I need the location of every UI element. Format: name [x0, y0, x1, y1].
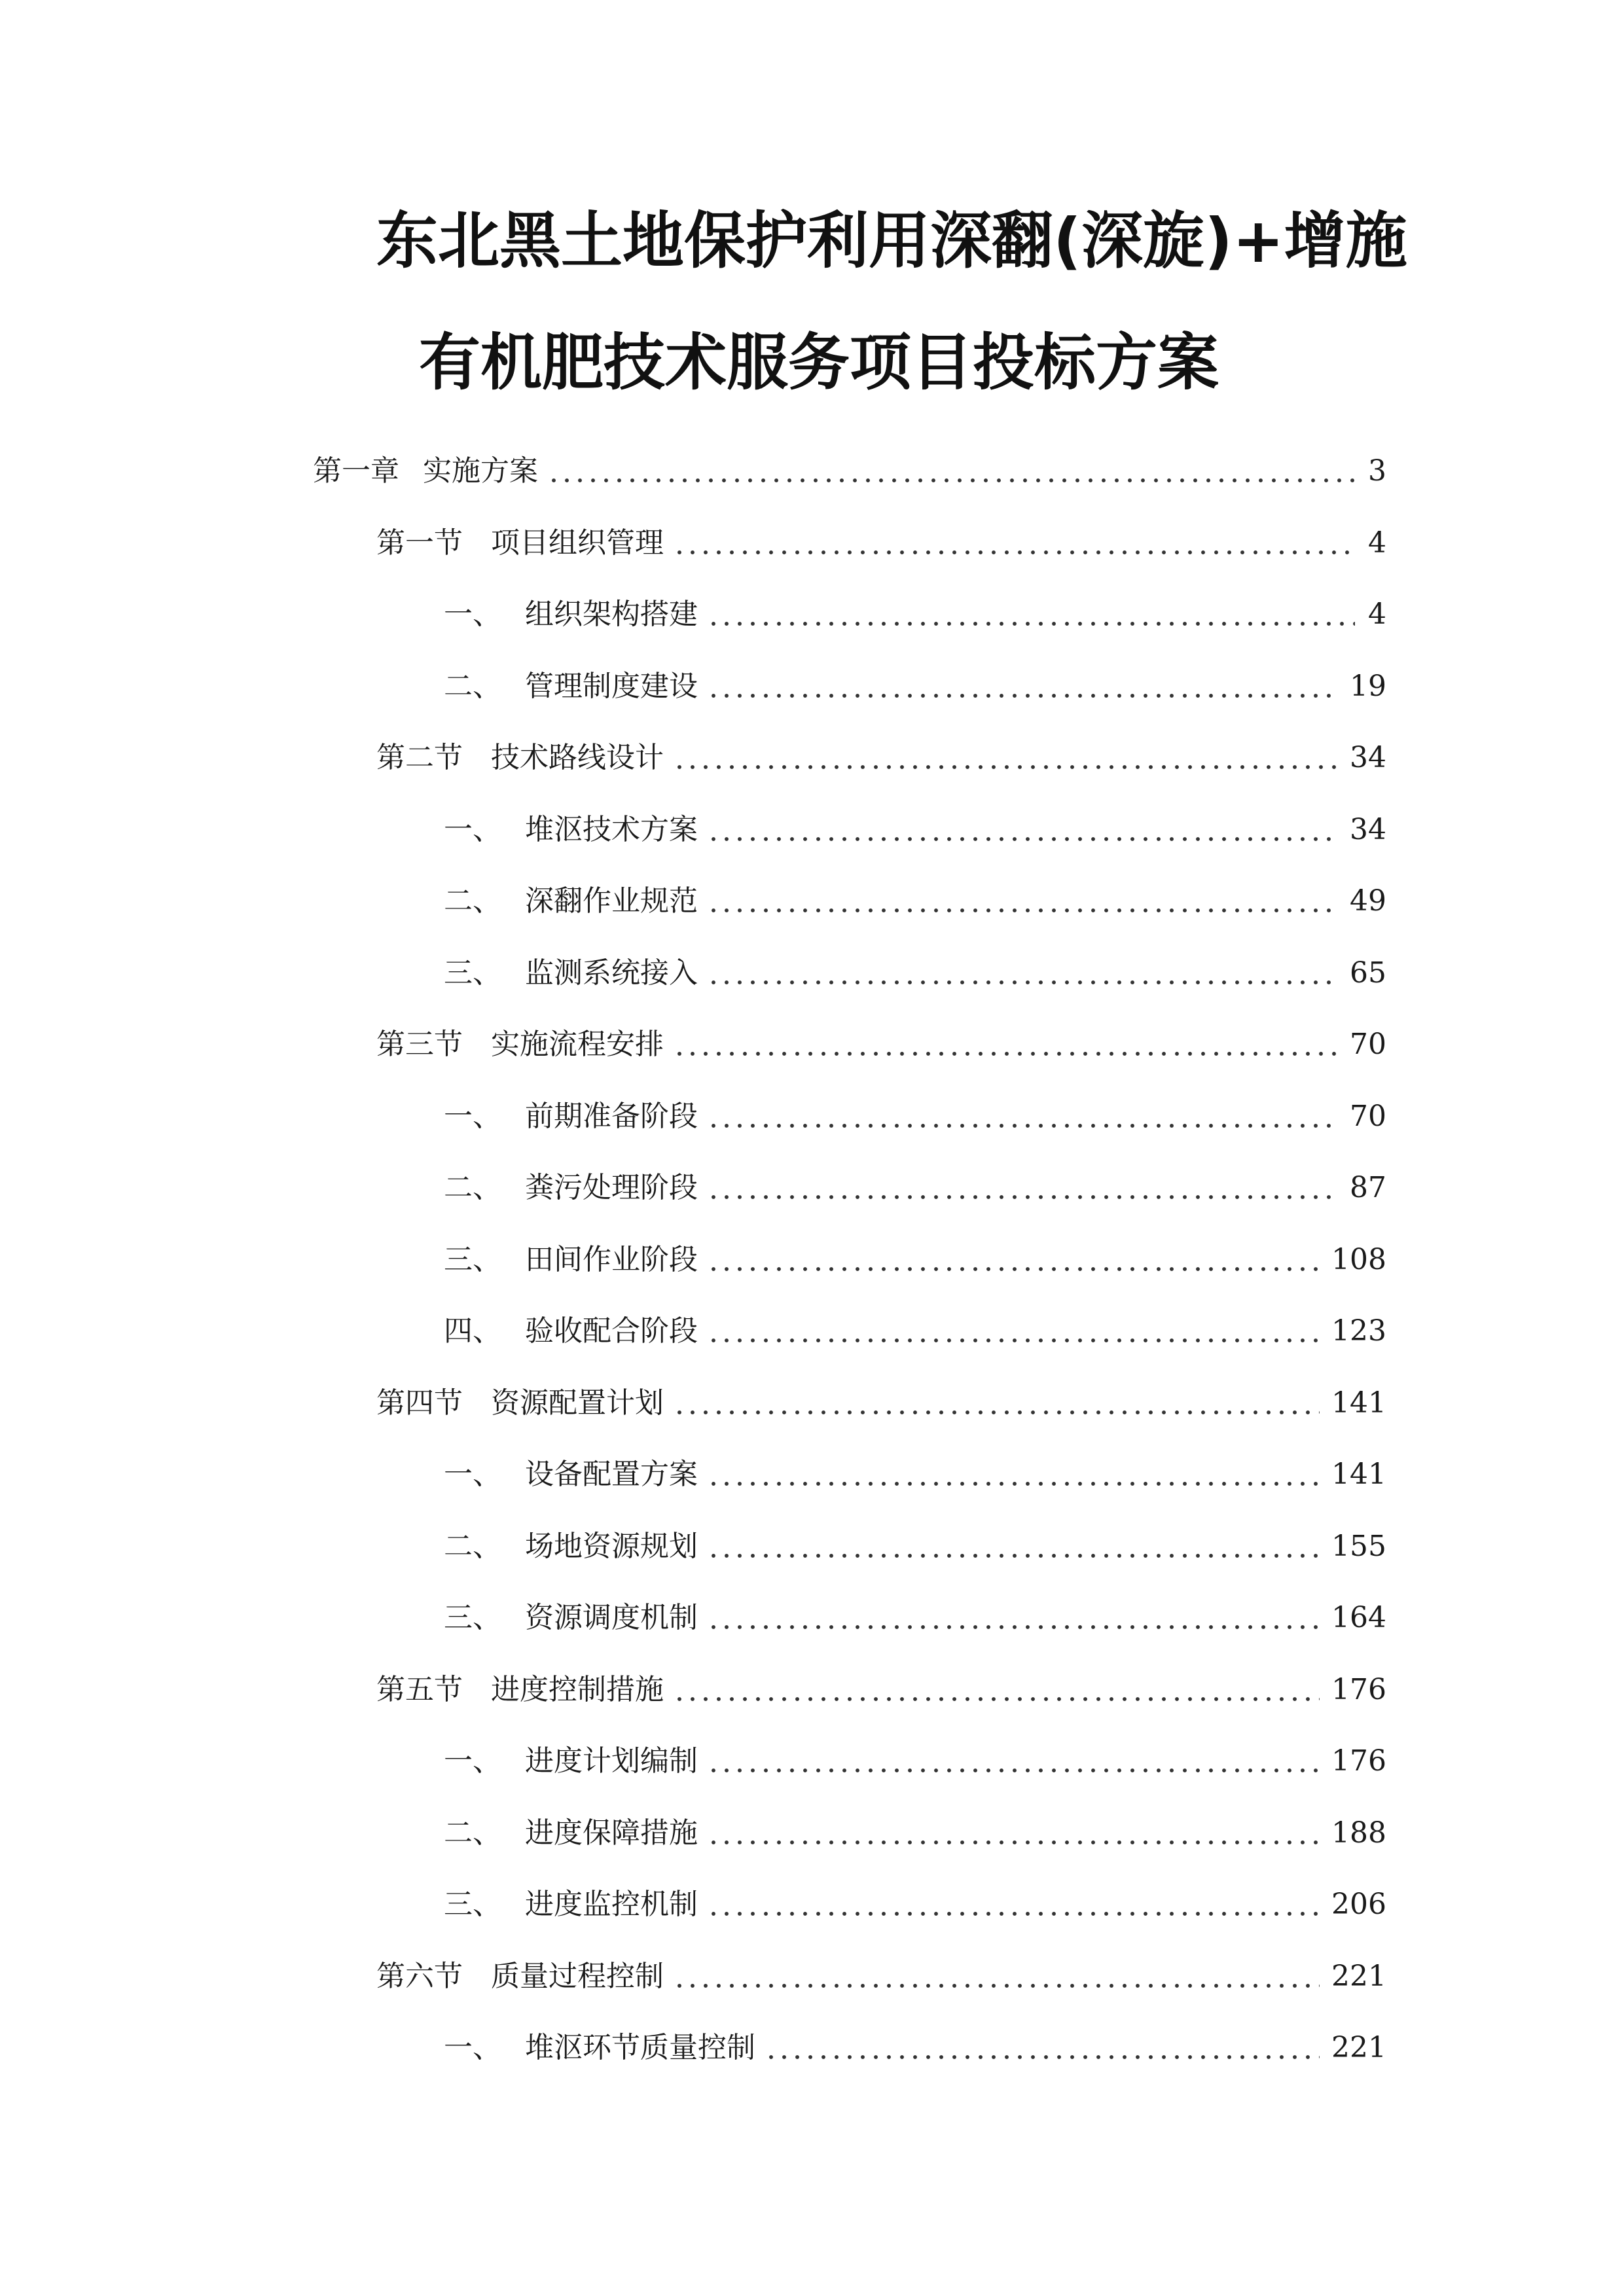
- toc-dot-leader: [707, 1123, 1338, 1128]
- toc-entry-number: 三、: [444, 1888, 501, 1921]
- toc-entry-number: 第二节: [376, 741, 463, 774]
- toc-entry[interactable]: [444, 667, 1386, 706]
- toc-page-number: 141: [1331, 1386, 1386, 1420]
- toc-page-number: 3: [1368, 454, 1386, 488]
- toc-page-number: 164: [1331, 1601, 1386, 1634]
- toc-page-number: 19: [1350, 670, 1386, 703]
- toc-dot-leader: [673, 1410, 1320, 1415]
- toc-entry-number: 一、: [444, 598, 501, 631]
- toc-entry-number: 二、: [444, 1530, 501, 1563]
- toc-entry-label: 技术路线设计: [491, 741, 664, 774]
- toc-entry-label: 前期准备阶段: [525, 1100, 698, 1133]
- toc-entry-label: 验收配合阶段: [525, 1314, 698, 1348]
- toc-dot-leader: [765, 2054, 1320, 2060]
- toc-entry-label: 进度计划编制: [525, 1744, 698, 1778]
- toc-page-number: 70: [1350, 1028, 1386, 1061]
- toc-dot-leader: [707, 621, 1355, 626]
- toc-page-number: 34: [1350, 741, 1386, 774]
- toc-dot-leader: [707, 693, 1338, 698]
- toc-entry-label: 资源调度机制: [525, 1601, 698, 1634]
- toc-entry-number: 一、: [444, 1100, 501, 1133]
- toc-entry-number: 三、: [444, 1601, 501, 1634]
- toc-entry-label: 设备配置方案: [525, 1458, 698, 1491]
- toc-dot-leader: [707, 1911, 1320, 1916]
- toc-entry-number: 一、: [444, 1458, 501, 1491]
- toc-entry-label: 进度保障措施: [525, 1816, 698, 1850]
- toc-entry[interactable]: [444, 2028, 1386, 2068]
- toc-entry[interactable]: [444, 1168, 1386, 1208]
- toc-entry-label: 监测系统接入: [525, 956, 698, 990]
- toc-dot-leader: [673, 1983, 1320, 1988]
- toc-entry-number: 三、: [444, 956, 501, 990]
- toc-entry-number: 一、: [444, 2031, 501, 2064]
- toc-entry[interactable]: [376, 1025, 1386, 1064]
- toc-dot-leader: [707, 908, 1338, 913]
- toc-entry-label: 实施方案: [423, 454, 538, 488]
- toc-page-number: 176: [1331, 1673, 1386, 1706]
- toc-page-number: 34: [1350, 813, 1386, 846]
- toc-page-number: 176: [1331, 1744, 1386, 1778]
- toc-entry-label: 组织架构搭建: [525, 598, 698, 631]
- toc-page-number: 188: [1331, 1816, 1386, 1850]
- toc-entry[interactable]: [376, 1670, 1386, 1710]
- toc-page-number: 221: [1331, 2031, 1386, 2064]
- toc-dot-leader: [707, 980, 1338, 985]
- toc-page-number: 4: [1368, 526, 1386, 560]
- toc-dot-leader: [707, 1553, 1320, 1558]
- toc-page-number: 87: [1350, 1171, 1386, 1204]
- toc-entry-number: 第一节: [376, 526, 463, 560]
- toc-dot-leader: [707, 1840, 1320, 1845]
- toc-page-number: 206: [1331, 1888, 1386, 1921]
- toc-page-number: 221: [1331, 1960, 1386, 1993]
- toc-entry-number: 二、: [444, 1816, 501, 1850]
- toc-entry-number: 第一章: [313, 454, 399, 488]
- toc-dot-leader: [707, 1768, 1320, 1773]
- toc-dot-leader: [673, 1696, 1320, 1702]
- toc-entry-number: 二、: [444, 884, 501, 918]
- toc-entry-number: 第六节: [376, 1960, 463, 1993]
- toc-entry-number: 第四节: [376, 1386, 463, 1420]
- toc-dot-leader: [707, 836, 1338, 842]
- toc-entry[interactable]: [444, 595, 1386, 634]
- toc-entry-number: 第三节: [376, 1028, 463, 1061]
- toc-entry-number: 二、: [444, 670, 501, 703]
- toc-dot-leader: [707, 1338, 1320, 1343]
- toc-entry[interactable]: [444, 1240, 1386, 1280]
- toc-entry[interactable]: [376, 1957, 1386, 1996]
- toc-entry[interactable]: [444, 1598, 1386, 1638]
- toc-entry[interactable]: [444, 1742, 1386, 1781]
- toc-entry-number: 四、: [444, 1314, 501, 1348]
- toc-entry[interactable]: [313, 452, 1386, 491]
- toc-entry-number: 一、: [444, 813, 501, 846]
- toc-entry[interactable]: [444, 1455, 1386, 1494]
- toc-entry-number: 三、: [444, 1243, 501, 1276]
- toc-entry-label: 资源配置计划: [491, 1386, 664, 1420]
- toc-dot-leader: [673, 550, 1355, 555]
- toc-page-number: 123: [1331, 1314, 1386, 1348]
- toc-dot-leader: [673, 1051, 1338, 1056]
- toc-dot-leader: [707, 1194, 1338, 1200]
- toc-page-number: 4: [1368, 598, 1386, 631]
- toc-entry[interactable]: [444, 1885, 1386, 1924]
- toc-entry-label: 管理制度建设: [525, 670, 698, 703]
- toc-entry[interactable]: [376, 524, 1386, 563]
- toc-entry[interactable]: [444, 954, 1386, 993]
- toc-dot-leader: [547, 478, 1355, 483]
- toc-entry-label: 实施流程安排: [491, 1028, 664, 1061]
- toc-entry[interactable]: [376, 1384, 1386, 1423]
- toc-entry[interactable]: [376, 738, 1386, 778]
- toc-entry-label: 粪污处理阶段: [525, 1171, 698, 1204]
- toc-entry[interactable]: [444, 1312, 1386, 1351]
- toc-page-number: 70: [1350, 1100, 1386, 1133]
- toc-entry[interactable]: [444, 1527, 1386, 1566]
- toc-entry-label: 堆沤环节质量控制: [525, 2031, 755, 2064]
- toc-entry-label: 项目组织管理: [491, 526, 664, 560]
- toc-dot-leader: [673, 764, 1338, 770]
- toc-entry-label: 进度监控机制: [525, 1888, 698, 1921]
- toc-entry[interactable]: [444, 882, 1386, 921]
- toc-entry-label: 质量过程控制: [491, 1960, 664, 1993]
- toc-entry-label: 进度控制措施: [491, 1673, 664, 1706]
- toc-entry[interactable]: [444, 1814, 1386, 1853]
- toc-entry-label: 田间作业阶段: [525, 1243, 698, 1276]
- toc-page-number: 49: [1350, 884, 1386, 918]
- toc-entry-label: 深翻作业规范: [525, 884, 698, 918]
- toc-dot-leader: [707, 1266, 1320, 1272]
- toc-page-number: 108: [1331, 1243, 1386, 1276]
- toc-dot-leader: [707, 1624, 1320, 1630]
- document-title-line-1: 东北黑土地保护利用深翻(深旋)+增施: [376, 206, 1407, 277]
- toc-entry-number: 第五节: [376, 1673, 463, 1706]
- toc-entry-label: 场地资源规划: [525, 1530, 698, 1563]
- toc-entry-label: 堆沤技术方案: [525, 813, 698, 846]
- toc-page-number: 141: [1331, 1458, 1386, 1491]
- document-title-line-2: 有机肥技术服务项目投标方案: [419, 327, 1219, 399]
- toc-dot-leader: [707, 1481, 1320, 1486]
- toc-entry[interactable]: [444, 810, 1386, 850]
- toc-entry-number: 一、: [444, 1744, 501, 1778]
- toc-entry[interactable]: [444, 1097, 1386, 1136]
- toc-entry-number: 二、: [444, 1171, 501, 1204]
- toc-page-number: 65: [1350, 956, 1386, 990]
- toc-page-number: 155: [1331, 1530, 1386, 1563]
